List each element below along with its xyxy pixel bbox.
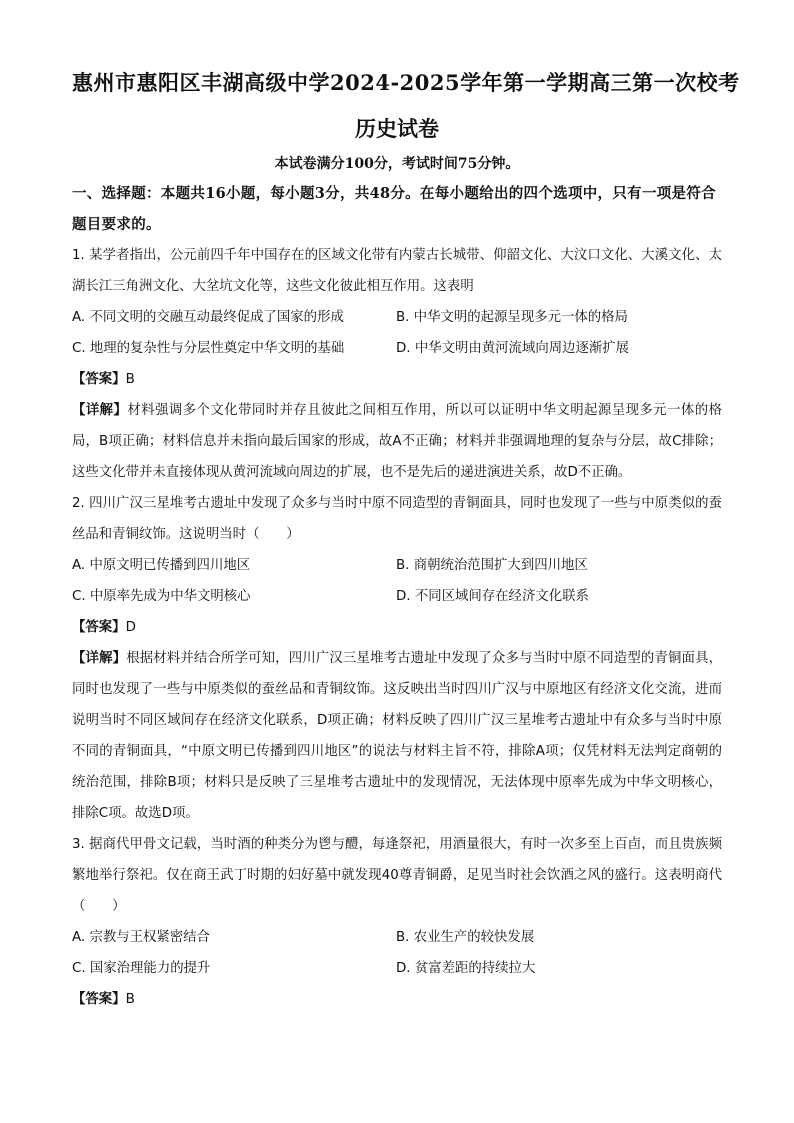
question-stem: 3. 据商代甲骨文记载，当时酒的种类分为鬯与醴，每逢祭祀，用酒量很大，有时一次多至上百卣，而且贵族频繁地举行祭祀。仅在商王武丁时期的妇好墓中就发现40尊青铜爵，足见当时社会饮酒之风的盛行。这表明商代（ ）	[72, 837, 722, 914]
detail-paragraph	[72, 643, 722, 829]
answer-line	[72, 612, 722, 643]
option-c: C. 国家治理能力的提升	[72, 961, 211, 976]
detail-paragraph	[72, 395, 722, 488]
option-b: B. 农业生产的较快发展	[396, 930, 535, 945]
answer-value: D	[125, 620, 136, 635]
question-stem: 1. 某学者指出，公元前四千年中国存在的区域文化带有内蒙古长城带、仰韶文化、大汶口文化、大溪文化、太湖长江三角洲文化、大坌坑文化等，这些文化彼此相互作用。这表明	[72, 248, 722, 294]
question-options	[72, 922, 722, 984]
question-options	[72, 550, 722, 612]
exam-info: 本试卷满分100分，考试时间75分钟。	[274, 156, 520, 172]
exam-subtitle: 历史试卷	[355, 116, 439, 141]
option-a: A. 中原文明已传播到四川地区	[72, 558, 251, 573]
option-b: B. 商朝统治范围扩大到四川地区	[396, 558, 588, 573]
section-header: 一、选择题：本题共16小题，每小题3分，共48分。在每小题给出的四个选项中，只有一项是符合题目要求的。	[72, 185, 716, 233]
answer-line	[72, 984, 722, 1015]
question-3	[72, 829, 722, 1015]
option-d: D. 贫富差距的持续拉大	[396, 961, 536, 976]
answer-label: 【答案】	[72, 372, 126, 387]
option-a: A. 不同文明的交融互动最终促成了国家的形成	[72, 310, 344, 325]
question-options	[72, 302, 722, 364]
detail-text: 材料强调多个文化带同时并存且彼此之间相互作用，所以可以证明中华文明起源呈现多元一体的格局，B项正确；材料信息并未指向最后国家的形成，故A不正确；材料并非强调地理的复杂与分层，故C排除；这些文化带并未直接体现从黄河流域向周边的扩展，也不是先后的递进演进关系，故D不正确。	[72, 403, 722, 480]
exam-title: 惠州市惠阳区丰湖高级中学2024-2025学年第一学期高三第一次校考	[72, 70, 740, 95]
answer-value: B	[125, 992, 135, 1007]
option-c: C. 中原率先成为中华文明核心	[72, 589, 251, 604]
option-d: D. 不同区域间存在经济文化联系	[396, 589, 589, 604]
answer-value: B	[125, 372, 135, 387]
option-c: C. 地理的复杂性与分层性奠定中华文明的基础	[72, 341, 345, 356]
answer-label: 【答案】	[72, 620, 126, 635]
question-stem: 2. 四川广汉三星堆考古遗址中发现了众多与当时中原不同造型的青铜面具，同时也发现了一些与中原类似的蚕丝品和青铜纹饰。这说明当时（ ）	[72, 496, 722, 542]
answer-label: 【答案】	[72, 992, 126, 1007]
answer-line	[72, 364, 722, 395]
question-1	[72, 240, 722, 488]
option-b: B. 中华文明的起源呈现多元一体的格局	[396, 310, 628, 325]
question-2	[72, 488, 722, 829]
option-d: D. 中华文明由黄河流域向周边逐渐扩展	[396, 341, 630, 356]
detail-text: 根据材料并结合所学可知，四川广汉三星堆考古遗址中发现了众多与当时中原不同造型的青铜面具，同时也发现了一些与中原类似的蚕丝品和青铜纹饰。这反映出当时四川广汉与中原地区有经济文化交流，进而说明当时不同区域间存在经济文化联系，D项正确；材料反映了四川广汉三星堆考古遗址中有众多与当时中原不同的青铜面具，“中原文明已传播到四川地区”的说法与材料主旨不符，排除A项；仅凭材料无法判定商朝的统治范围，排除B项；材料只是反映了三星堆考古遗址中的发现情况，无法体现中原率先成为中华文明核心，排除C项。故选D项。	[72, 651, 723, 821]
option-a: A. 宗教与王权紧密结合	[72, 930, 210, 945]
detail-label: 【详解】	[72, 651, 127, 666]
detail-label: 【详解】	[72, 403, 128, 418]
